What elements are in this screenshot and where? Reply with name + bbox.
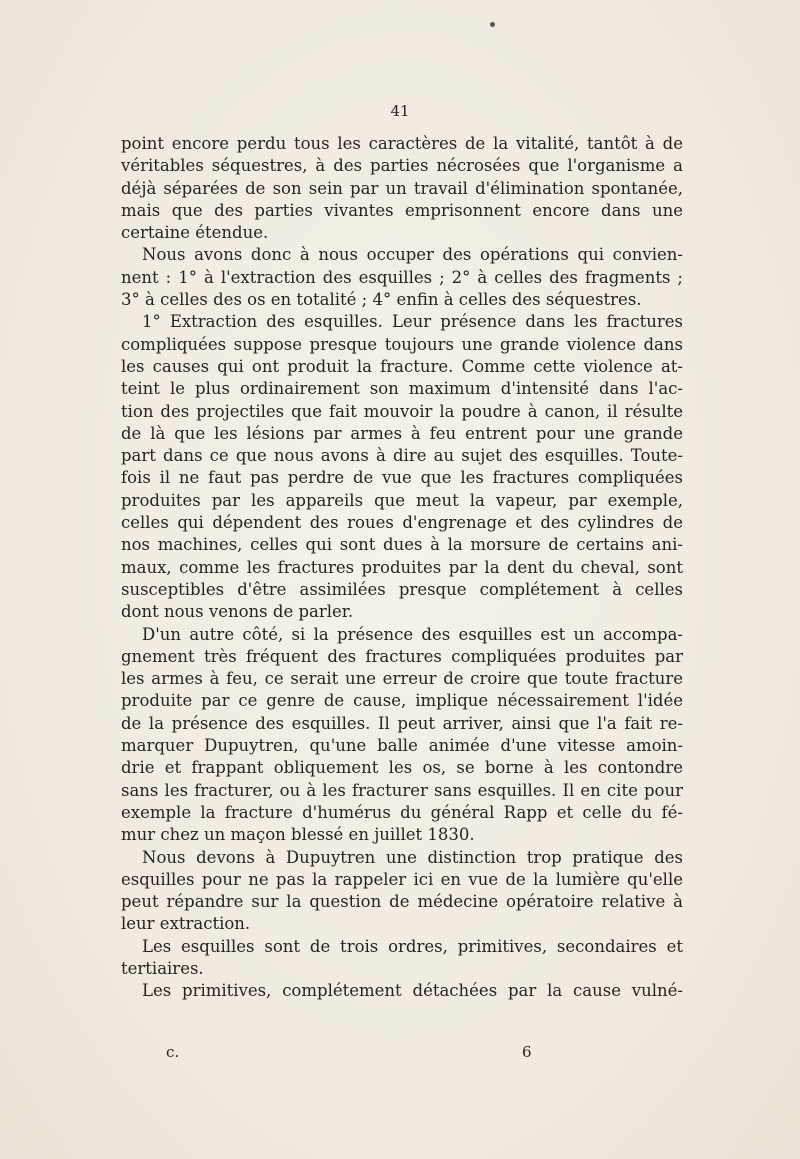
text-line: 1° Extraction des esquilles. Leur présence dans les fractures	[142, 312, 683, 332]
signature-mark: c.	[166, 1043, 180, 1061]
text-line: fois il ne faut pas perdre de vue que les fractures compliquées	[121, 468, 683, 488]
text-line: leur extraction.	[121, 914, 251, 934]
text-line: nos machines, celles qui sont dues à la morsure de certains ani-	[121, 535, 683, 555]
text-line: mais que des parties vivantes emprisonnent encore dans une	[121, 200, 683, 220]
text-line: marquer Dupuytren, qu'une balle animée d'une vitesse amoin-	[121, 736, 683, 756]
text-line: gnement très fréquent des fractures compliquées produites par	[121, 646, 683, 666]
text-line: D'un autre côté, si la présence des esquilles est un accompa-	[142, 624, 683, 644]
text-line: 3° à celles des os en totalité ; 4° enfin à celles des séquestres.	[121, 290, 642, 310]
body-text	[121, 133, 683, 1003]
text-line: compliquées suppose presque toujours une grande violence dans	[121, 334, 683, 354]
text-line: déjà séparées de son sein par un travail d'élimination spontanée,	[121, 178, 683, 198]
text-line: exemple la fracture d'humérus du général Rapp et celle du fé-	[121, 802, 683, 822]
text-line: produites par les appareils que meut la vapeur, par exemple,	[121, 490, 683, 510]
text-line: teint le plus ordinairement son maximum d'intensité dans l'ac-	[121, 379, 683, 399]
text-line: tertiaires.	[121, 958, 204, 978]
text-line: dont nous venons de parler.	[121, 602, 354, 622]
folio-number: 6	[522, 1043, 532, 1061]
text-line: produite par ce genre de cause, implique nécessairement l'idée	[121, 691, 683, 711]
text-line: certaine étendue.	[121, 223, 269, 243]
text-line: les armes à feu, ce serait une erreur de croire que toute fracture	[121, 669, 683, 689]
text-line: peut répandre sur la question de médecine opératoire relative à	[121, 892, 683, 912]
text-line: de là que les lésions par armes à feu entrent pour une grande	[121, 423, 683, 443]
text-line: mur chez un maçon blessé en juillet 1830.	[121, 825, 475, 845]
text-line: part dans ce que nous avons à dire au sujet des esquilles. Toute-	[121, 446, 683, 466]
text-line: susceptibles d'être assimilées presque complétement à celles	[121, 579, 683, 599]
text-line: esquilles pour ne pas la rappeler ici en vue de la lumière qu'elle	[121, 869, 683, 889]
text-line: Les esquilles sont de trois ordres, primitives, secondaires et	[142, 936, 683, 956]
text-line: drie et frappant obliquement les os, se borne à les contondre	[121, 758, 683, 778]
text-line: véritables séquestres, à des parties nécrosées que l'organisme a	[121, 156, 683, 176]
text-line: les causes qui ont produit la fracture. Comme cette violence at-	[121, 356, 683, 376]
text-line: Nous devons à Dupuytren une distinction trop pratique des	[142, 847, 683, 867]
text-line: Nous avons donc à nous occuper des opérations qui convien-	[142, 245, 683, 265]
text-line: point encore perdu tous les caractères de la vitalité, tantôt à de	[121, 134, 683, 153]
text-line: Les primitives, complétement détachées par la cause vulné-	[142, 981, 683, 1001]
text-line: sans les fracturer, ou à les fracturer sans esquilles. Il en cite pour	[121, 780, 683, 800]
text-line: maux, comme les fractures produites par la dent du cheval, sont	[121, 557, 683, 577]
text-line: de la présence des esquilles. Il peut arriver, ainsi que l'a fait re-	[121, 713, 683, 733]
text-line: celles qui dépendent des roues d'engrenage et des cylindres de	[121, 513, 683, 533]
text-line: nent : 1° à l'extraction des esquilles ; 2° à celles des fragments ;	[121, 267, 683, 287]
page-number: 41	[390, 102, 410, 120]
text-line: tion des projectiles que fait mouvoir la poudre à canon, il résulte	[121, 401, 683, 421]
ink-dot	[490, 22, 495, 27]
